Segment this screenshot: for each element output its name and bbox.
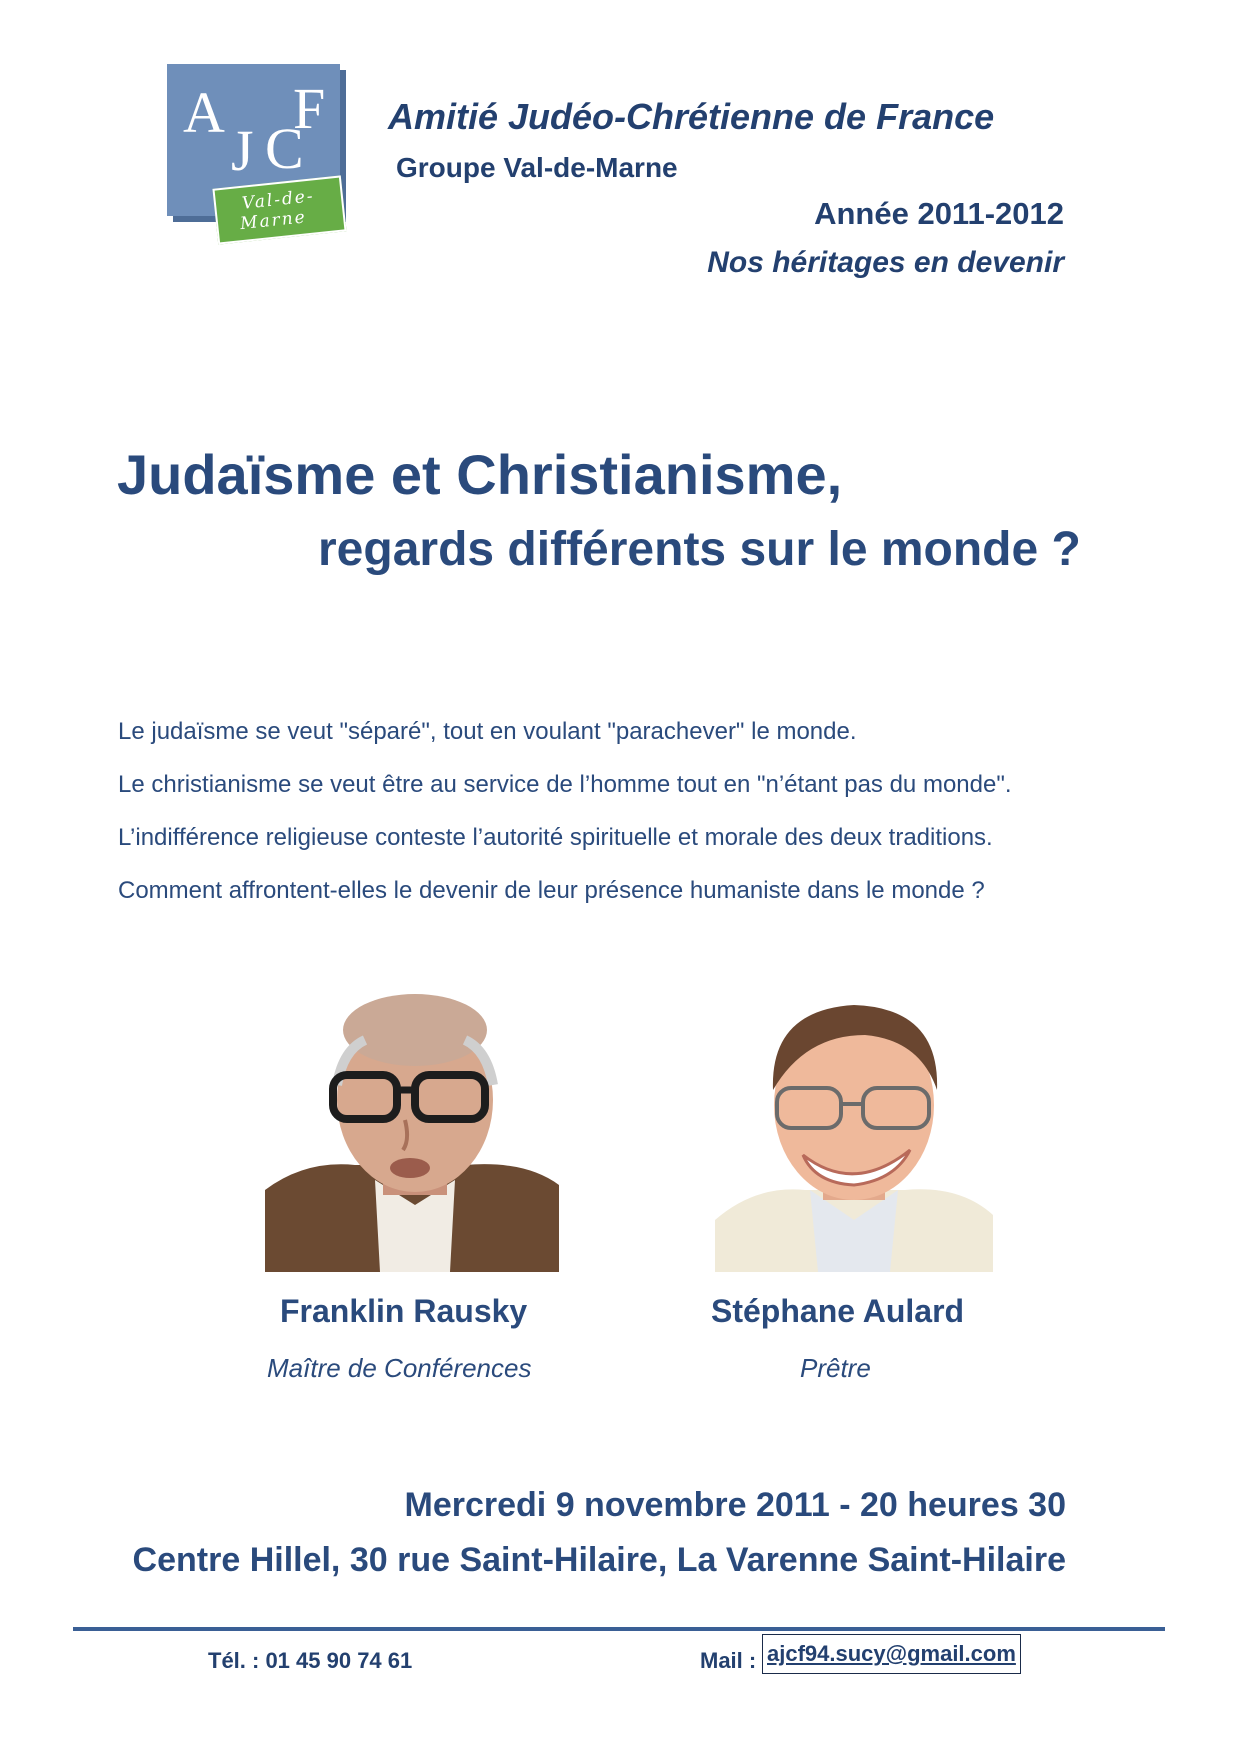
- group-name: Groupe Val-de-Marne: [396, 152, 678, 183]
- intro-line: Le judaïsme se veut "séparé", tout en voulant "parachever" le monde.: [118, 718, 857, 745]
- logo-badge-line1: Val-de-: [241, 186, 316, 214]
- speaker-role: Prêtre: [800, 1353, 871, 1383]
- footer-phone: Tél. : 01 45 90 74 61: [208, 1648, 413, 1673]
- association-name: Amitié Judéo-Chrétienne de France: [388, 96, 995, 137]
- footer-email-link[interactable]: ajcf94.sucy@gmail.com: [762, 1634, 1021, 1674]
- portrait-illustration: [265, 990, 559, 1272]
- speaker-name: Stéphane Aulard: [711, 1293, 965, 1329]
- page-title-line2: regards différents sur le monde ?: [318, 523, 1081, 576]
- speaker-role: Maître de Conférences: [267, 1353, 532, 1383]
- speaker-name: Franklin Rausky: [280, 1293, 528, 1329]
- logo-letter-j: J: [231, 118, 254, 183]
- event-location: Centre Hillel, 30 rue Saint-Hilaire, La Varenne Saint-Hilaire: [132, 1541, 1066, 1579]
- logo-letter-a: A: [183, 80, 225, 145]
- season-year: Année 2011-2012: [814, 196, 1064, 231]
- speaker-photo-rausky: [265, 990, 559, 1272]
- event-date-time: Mercredi 9 novembre 2011 - 20 heures 30: [404, 1486, 1066, 1524]
- intro-line: Le christianisme se veut être au service de l’homme tout en "n’étant pas du monde".: [118, 771, 1012, 798]
- page-title-line1: Judaïsme et Christianisme,: [117, 443, 843, 506]
- speaker-photo-aulard: [715, 980, 993, 1272]
- logo-badge: [212, 175, 346, 244]
- logo-badge-line2: Marne: [239, 207, 308, 235]
- footer-divider: [73, 1627, 1165, 1631]
- intro-line: L’indifférence religieuse conteste l’autorité spirituelle et morale des deux traditions.: [118, 824, 993, 851]
- logo-letter-c: C: [265, 116, 304, 181]
- intro-line: Comment affrontent-elles le devenir de leur présence humaniste dans le monde ?: [118, 877, 985, 904]
- ajcf-logo: [167, 64, 350, 242]
- footer-mail-label: Mail :: [700, 1648, 757, 1673]
- logo-letter-f: F: [293, 76, 326, 141]
- portrait-illustration: [715, 980, 993, 1272]
- season-theme: Nos héritages en devenir: [707, 246, 1064, 279]
